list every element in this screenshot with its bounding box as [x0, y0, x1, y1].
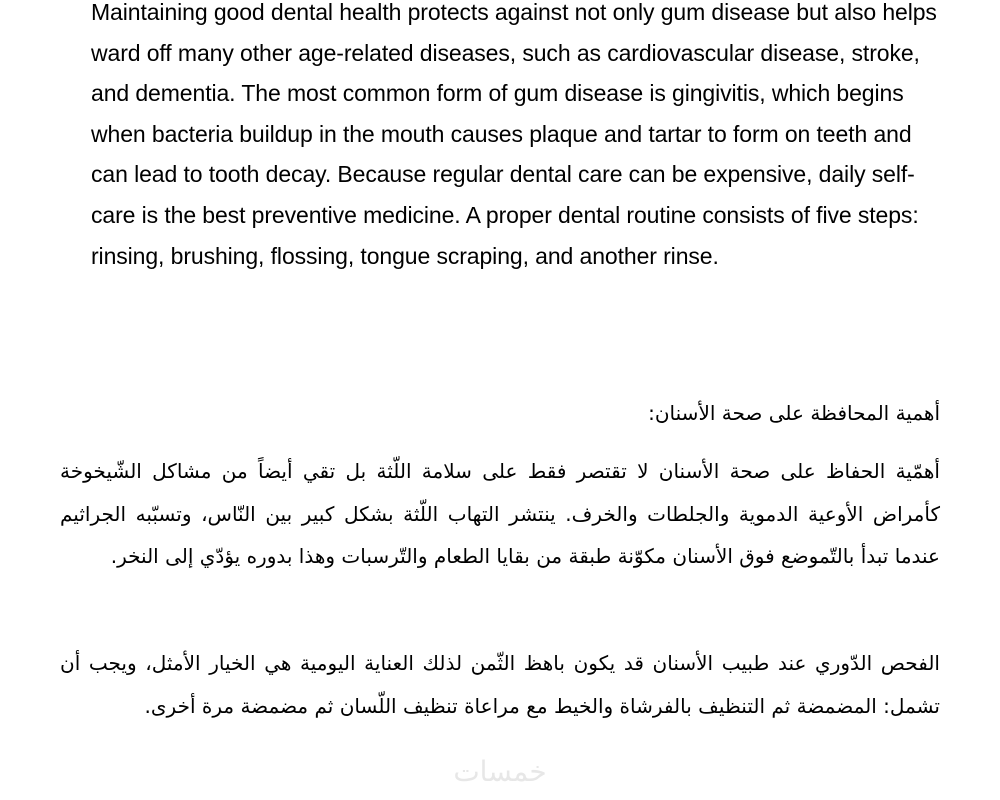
english-paragraph: Maintaining good dental health protects against not only gum disease but also helps ward off many other age-related diseases, such as cardiovascular disease, stroke, and dementia. The most common form of gum disease is gingivitis, which begins when bacteria buildup in the mouth causes plaque and tartar to form on teeth and can lead to tooth decay. Because regular dental care can be expensive, daily self-care is the best preventive medicine. A proper dental routine consists of five steps: rinsing, brushing, flossing, tongue scraping, and another rinse. — [91, 0, 937, 269]
khamsat-watermark: خمسات — [453, 755, 547, 788]
arabic-paragraph-importance: أهمّية الحفاظ على صحة الأسنان لا تقتصر فقط على سلامة اللّثة بل تقي أيضاً من مشاكل الشّيخوخة كأمراض الأوعية الدموية والجلطات والخرف. ينتشر التهاب اللّثة بشكل كبير بين النّاس، وتسبّبه الجراثيم عندما تبدأ بالتّموضع فوق الأسنان مكوّنة طبقة من بقايا الطعام والتّرسبات وهذا بدوره يؤدّي إلى النخر. — [60, 459, 940, 568]
arabic-paragraph-routine: الفحص الدّوري عند طبيب الأسنان قد يكون باهظ الثّمن لذلك العناية اليومية هي الخيار الأمثل، ويجب أن تشمل: المضمضة ثم التنظيف بالفرشاة والخيط مع مراعاة تنظيف اللّسان ثم مضمضة مرة أخرى. — [60, 651, 940, 718]
arabic-heading: أهمية المحافظة على صحة الأسنان: — [648, 401, 940, 425]
